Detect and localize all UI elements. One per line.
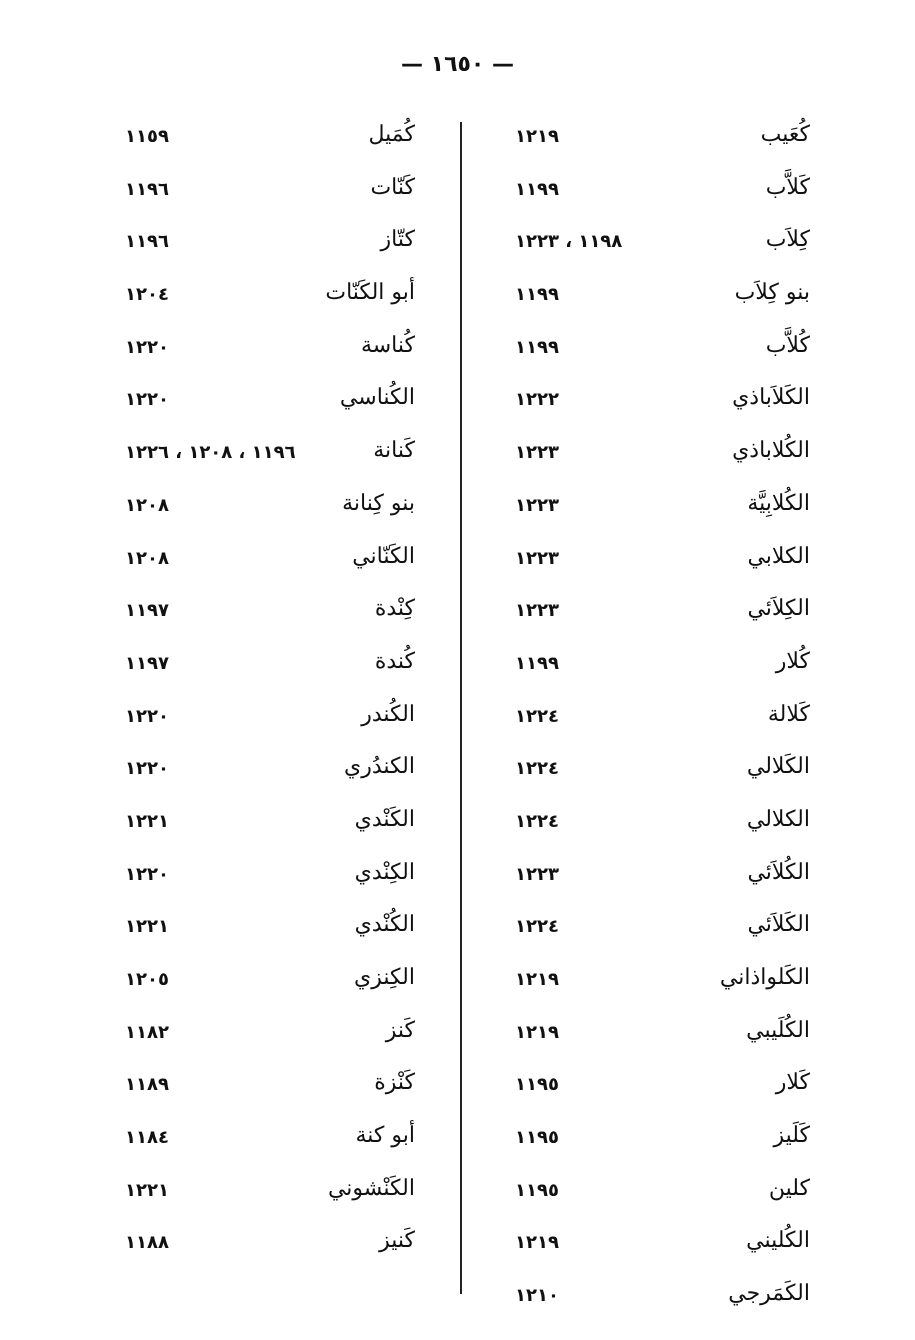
column-divider	[460, 122, 462, 1294]
index-entry	[125, 169, 415, 222]
entry-page-refs: ١١٩٥	[515, 1127, 559, 1149]
entry-term: الكندُري	[344, 754, 415, 780]
index-entry	[515, 1275, 810, 1328]
index-entry	[515, 1117, 810, 1170]
entry-term: كِنْدة	[374, 596, 415, 622]
entry-page-refs: ١١٩٩	[515, 336, 559, 358]
index-entry	[515, 959, 810, 1012]
entry-page-refs: ١١٩٩	[515, 178, 559, 200]
entry-page-refs: ١١٥٩	[125, 126, 169, 147]
entry-term: الكُلاَئي	[747, 859, 810, 885]
entry-term: كُمَيل	[368, 122, 415, 147]
entry-term: الكلالي	[746, 806, 810, 832]
entry-page-refs: ١٢١٩	[515, 969, 559, 990]
index-entry	[515, 1222, 810, 1275]
entry-term: بنو كِلاَب	[734, 280, 810, 306]
index-entry	[515, 169, 810, 222]
entry-term: كُلاَّب	[765, 332, 810, 358]
index-entry	[515, 379, 810, 432]
entry-term: كَلَيز	[773, 1123, 810, 1149]
entry-term: الكُناسي	[339, 385, 415, 411]
entry-page-refs: ١٢٢٠	[125, 389, 169, 411]
entry-term: الكُندر	[361, 701, 415, 727]
entry-page-refs: ١١٩٩	[515, 652, 559, 674]
entry-term: كَلالة	[767, 701, 810, 727]
index-entry	[125, 221, 415, 274]
entry-page-refs: ١٢٢٣	[515, 863, 559, 885]
index-entry	[125, 116, 415, 169]
entry-page-refs: ١٢٢٤	[515, 705, 559, 727]
entry-page-refs: ١١٨٨	[125, 1232, 169, 1254]
entry-term: بنو كِنانة	[342, 490, 415, 516]
index-entry	[125, 959, 415, 1012]
index-entry	[515, 432, 810, 485]
entry-page-refs: ١٢٢٤	[515, 810, 559, 832]
entry-term: الكُلاباذي	[732, 438, 810, 464]
index-entry	[125, 485, 415, 538]
entry-term: كلين	[768, 1175, 810, 1201]
index-entry	[515, 116, 810, 169]
entry-page-refs: ١٢٢٤	[515, 758, 559, 780]
entry-page-refs: ١٢١٩	[515, 1021, 559, 1043]
entry-page-refs: ١٢٢١	[125, 916, 169, 938]
entry-page-refs: ١٢١٠	[515, 1285, 559, 1307]
entry-page-refs: ١٢٢٣	[515, 494, 559, 516]
index-column-left	[125, 116, 415, 1275]
entry-page-refs: ١٢٢٤	[515, 916, 559, 938]
index-entry	[515, 696, 810, 749]
entry-term: كُناسة	[360, 332, 415, 358]
entry-page-refs: ١١٨٤	[125, 1127, 169, 1149]
index-column-right	[515, 116, 810, 1328]
entry-term: الكَنّاني	[352, 543, 415, 569]
entry-term: الكُنْدي	[354, 912, 415, 938]
entry-page-refs: ١٢١٩	[515, 1232, 559, 1254]
entry-term: كِلاَب	[765, 227, 810, 253]
index-entry	[125, 906, 415, 959]
entry-term: الكِنزي	[354, 965, 415, 990]
index-entry	[515, 854, 810, 907]
entry-term: كَنز	[385, 1017, 415, 1043]
entry-page-refs: ١٢٠٤	[125, 284, 169, 306]
index-entry	[125, 1012, 415, 1065]
index-entry	[515, 327, 810, 380]
entry-term: الكُلابِيَّة	[747, 490, 810, 516]
index-entry	[515, 748, 810, 801]
entry-term: الكَلواذاني	[719, 965, 810, 990]
entry-term: الكِنْدي	[354, 859, 415, 885]
index-entry	[515, 643, 810, 696]
entry-page-refs: ١٢٠٨	[125, 494, 169, 516]
index-entry	[125, 590, 415, 643]
entry-term: الكَلالي	[746, 754, 810, 780]
entry-term: كَلار	[775, 1070, 810, 1096]
entry-term: كُعَيب	[760, 122, 810, 147]
index-entry	[125, 274, 415, 327]
entry-term: الكُليني	[746, 1228, 810, 1254]
entry-term: كَنانة	[373, 438, 415, 464]
index-entry	[515, 590, 810, 643]
entry-term: الكَنْشوني	[327, 1175, 415, 1201]
index-entry	[125, 379, 415, 432]
index-entry	[125, 1117, 415, 1170]
entry-page-refs: ١٢٢١	[125, 810, 169, 832]
entry-page-refs: ١٢١٩	[515, 126, 559, 147]
index-entry	[125, 643, 415, 696]
index-entry	[515, 1012, 810, 1065]
entry-page-refs: ١٢٢٣	[515, 442, 559, 464]
entry-page-refs: ١٢٢٠	[125, 705, 169, 727]
index-entry	[515, 1170, 810, 1223]
index-entry	[125, 801, 415, 854]
entry-page-refs: ١٢٢٠	[125, 758, 169, 780]
index-entry	[125, 1222, 415, 1275]
entry-term: كَنّات	[370, 174, 415, 200]
entry-term: الكُلَيبي	[746, 1017, 810, 1043]
entry-term: كَلاَّب	[765, 174, 810, 200]
entry-page-refs: ١١٩٥	[515, 1074, 559, 1096]
index-entry	[515, 485, 810, 538]
entry-term: كَنيز	[379, 1228, 415, 1254]
entry-term: الكِلاَئي	[747, 596, 810, 622]
entry-term: كَنْزة	[374, 1070, 415, 1096]
entry-term: الكلابي	[747, 543, 810, 569]
entry-page-refs: ١١٩٧	[125, 652, 169, 674]
index-entry	[125, 696, 415, 749]
entry-page-refs: ١٢٢٢	[515, 389, 559, 411]
index-entry	[125, 432, 415, 485]
index-entry	[125, 1064, 415, 1117]
index-entry	[515, 221, 810, 274]
index-entry	[125, 854, 415, 907]
entry-page-refs: ١١٩٩	[515, 284, 559, 306]
index-entry	[125, 327, 415, 380]
entry-page-refs: ١١٩٦ ، ١٢٠٨ ، ١٢٢٦	[125, 442, 296, 464]
entry-page-refs: ١١٩٦	[125, 231, 169, 253]
entry-term: الكَلاَباذي	[732, 385, 810, 411]
entry-page-refs: ١٢٠٨	[125, 547, 169, 569]
entry-term: كتّاز	[380, 227, 415, 253]
index-entry	[515, 1064, 810, 1117]
entry-term: أبو كنة	[355, 1123, 415, 1149]
index-entry	[515, 538, 810, 591]
entry-page-refs: ١٢٢٠	[125, 336, 169, 358]
entry-term: أبو الكَنّات	[325, 280, 415, 306]
index-entry	[125, 538, 415, 591]
index-entry	[515, 906, 810, 959]
index-entry	[125, 1170, 415, 1223]
entry-term: الكَنْدي	[354, 806, 415, 832]
entry-page-refs: ١١٩٨ ، ١٢٢٣	[515, 231, 623, 253]
entry-page-refs: ١٢٢٠	[125, 863, 169, 885]
entry-page-refs: ١١٩٦	[125, 178, 169, 200]
entry-term: الكَلاَئي	[747, 912, 810, 938]
entry-term: كُلار	[775, 648, 810, 674]
entry-page-refs: ١٢٢٣	[515, 600, 559, 622]
entry-page-refs: ١١٩٥	[515, 1179, 559, 1201]
entry-page-refs: ١٢٢٣	[515, 547, 559, 569]
entry-page-refs: ١١٨٩	[125, 1074, 169, 1096]
entry-term: الكَمَرجي	[728, 1281, 810, 1307]
entry-page-refs: ١٢٠٥	[125, 969, 169, 990]
entry-page-refs: ١١٨٢	[125, 1021, 169, 1043]
entry-term: كُندة	[374, 648, 415, 674]
entry-page-refs: ١١٩٧	[125, 600, 169, 622]
index-entry	[515, 274, 810, 327]
index-entry	[125, 748, 415, 801]
entry-page-refs: ١٢٢١	[125, 1179, 169, 1201]
page-number: — ١٦٥٠ —	[400, 52, 515, 77]
index-entry	[515, 801, 810, 854]
